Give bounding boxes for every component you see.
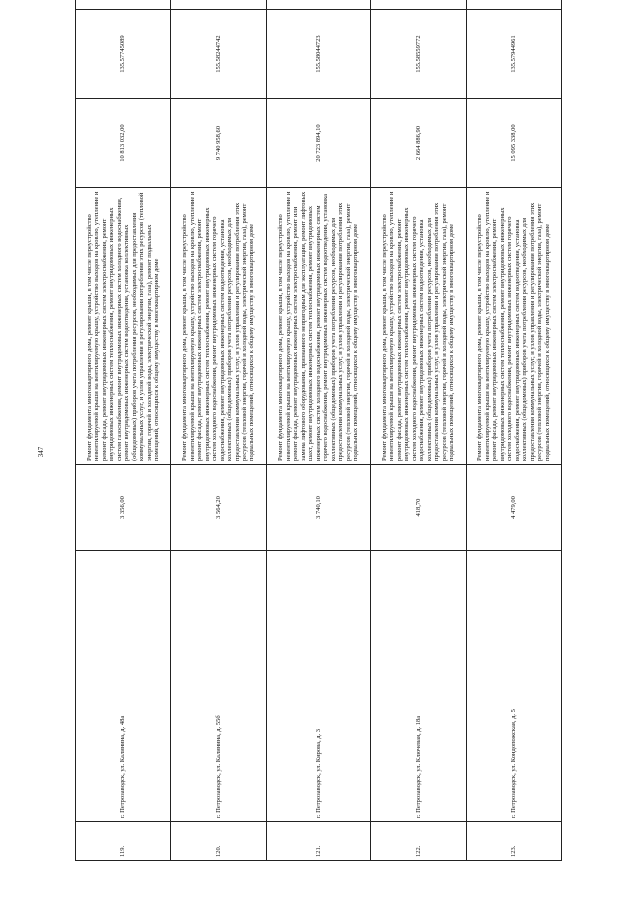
cost-cell: 10 813 032,00	[76, 99, 171, 188]
area-cell: 3 564,20	[171, 465, 266, 551]
year-cell	[371, 0, 466, 10]
table-row	[466, 0, 561, 861]
address-cell: г. Петрозаводск, ул. Кирова, д. 3	[266, 551, 370, 822]
address-cell: г. Петрозаводск, ул. Калинина, д. 55б	[171, 551, 266, 822]
cost-cell: 2 664 886,90	[371, 99, 466, 188]
cost-cell: 20 723 894,10	[266, 99, 370, 188]
area-cell: 418,70	[371, 465, 466, 551]
table-row	[371, 0, 466, 861]
unit-price-cell: 155.58044723	[266, 10, 370, 99]
table-row	[76, 0, 171, 861]
row-number: 123.	[466, 822, 561, 861]
row-number: 122.	[371, 822, 466, 861]
area-cell: 4 479,00	[466, 465, 561, 551]
year-cell	[466, 0, 561, 10]
unit-price-cell: 155.58559772	[371, 10, 466, 99]
works-cell: Ремонт фундамента многоквартирного дома, ремонт крыши, в том числе переустройство невентилируемой крыши на вентилируемую крышу, устройство выходов на кровлю, утепление и ремонт фасада, ремонт внутридомовых инженерных систем электроснабжения, ремонт внутридомовых инженерных систем теплоснабжения, ремонт внутридомовых инженерных систем газоснабжения, ремонт внутридомовых инженерных систем холодного водоснабжения, ремонт внутридомовых инженерных систем водоотведения, установка коллективных (общедомовых) приборов учета потребления ресурсов, необходимых для предоставления коммунальных услуг, и узлов управления и регулирования потребления этих ресурсов (тепловой энергии, горячей и холодной воды, электрической энергии, газа), ремонт подвальных помещений, относящихся к общему имуществу в многоквартирном доме	[76, 188, 171, 465]
register-table-rotated	[75, 35, 562, 861]
year-cell	[266, 0, 370, 10]
works-cell: Ремонт фундамента многоквартирного дома, ремонт крыши, в том числе переустройство невентилируемой крыши на вентилируемую крышу, устройство выходов на кровлю, утепление и ремонт фасада, ремонт внутридомовых инженерных систем электроснабжения, ремонт внутридомовых инженерных систем теплоснабжения, ремонт внутридомовых инженерных систем холодного водоснабжения, ремонт внутридомовых инженерных систем горячего водоснабжения, ремонт внутридомовых инженерных систем водоотведения, установка коллективных (общедомовых) приборов учета потребления ресурсов, необходимых для предоставления коммунальных услуг, и узлов управления и регулирования потребления этих ресурсов (тепловой энергии, горячей и холодной воды, электрической энергии, газа), ремонт подвальных помещений, относящихся к общему имуществу в многоквартирном доме	[466, 188, 561, 465]
row-number: 120.	[171, 822, 266, 861]
unit-price-cell: 135.57944961	[466, 10, 561, 99]
unit-price-cell: 135.57745089	[76, 10, 171, 99]
works-cell: Ремонт фундамента многоквартирного дома, ремонт крыши, в том числе переустройство невентилируемой крыши на вентилируемую крышу, устройство выходов на кровлю, утепление и ремонт фасада, ремонт внутридомовых инженерных систем электроснабжения, ремонт внутридомовых инженерных систем теплоснабжения, ремонт внутридомовых инженерных систем холодного водоснабжения, ремонт внутридомовых инженерных систем горячего водоснабжения, ремонт внутридомовых инженерных систем водоотведения, установка коллективных (общедомовых) приборов учета потребления ресурсов, необходимых для предоставления коммунальных услуг, и узлов управления и регулирования потребления этих ресурсов (тепловой энергии, горячей и холодной воды, электрической энергии, газа), ремонт подвальных помещений, относящихся к общему имуществу в многоквартирном доме	[371, 188, 466, 465]
table-row	[266, 0, 370, 861]
table-row	[171, 0, 266, 861]
address-cell: г. Петрозаводск, ул. Кондопожская, д. 5	[466, 551, 561, 822]
address-cell: г. Петрозаводск, ул. Ключевая, д. 18а	[371, 551, 466, 822]
address-cell: г. Петрозаводск, ул. Калинина, д. 48а	[76, 551, 171, 822]
area-cell: 3 356,00	[76, 465, 171, 551]
cost-cell: 15 095 338,00	[466, 99, 561, 188]
unit-price-cell: 155.58244742	[171, 10, 266, 99]
page-number: 347	[37, 446, 45, 458]
year-cell	[76, 0, 171, 10]
row-number: 121.	[266, 822, 370, 861]
works-cell: Ремонт фундамента многоквартирного дома, ремонт крыши, в том числе переустройство невентилируемой крыши на вентилируемую крышу, устройство выходов на кровлю, утепление и ремонт фасада, ремонт внутридомовых инженерных систем электроснабжения, ремонт внутридомовых инженерных систем теплоснабжения, ремонт внутридомовых инженерных систем холодного водоснабжения, ремонт внутридомовых инженерных систем горячего водоснабжения, ремонт внутридомовых инженерных систем водоотведения, установка коллективных (общедомовых) приборов учета потребления ресурсов, необходимых для предоставления коммунальных услуг, и узлов управления и регулирования потребления этих ресурсов (тепловой энергии, горячей и холодной воды, электрической энергии, газа), ремонт подвальных помещений, относящихся к общему имуществу в многоквартирном доме	[171, 188, 266, 465]
year-cell	[171, 0, 266, 10]
register-table	[75, 0, 562, 861]
row-number: 119.	[76, 822, 171, 861]
works-cell: Ремонт фундамента многоквартирного дома, ремонт крыши, в том числе переустройство невентилируемой крыши на вентилируемую крышу, устройство выходов на кровлю, утепление и ремонт фасада, ремонт внутридомовых инженерных систем электроснабжения, ремонт или замена лифтового оборудования, признанного непригодным для эксплуатации, ремонт лифтовых шахт, ремонт внутридомовых инженерных систем теплоснабжения, ремонт внутридомовых инженерных систем холодного водоснабжения, ремонт внутридомовых инженерных систем горячего водоснабжения, ремонт внутридомовых инженерных систем водоотведения, установка коллективных (общедомовых) приборов учета потребления ресурсов, необходимых для предоставления коммунальных услуг, и узлов управления и регулирования потребления этих ресурсов (тепловой энергии, горячей и холодной воды, электрической энергии, газа), ремонт подвальных помещений, относящихся к общему имуществу в многоквартирном доме	[266, 188, 370, 465]
area-cell: 3 740,10	[266, 465, 370, 551]
cost-cell: 9 740 958,60	[171, 99, 266, 188]
